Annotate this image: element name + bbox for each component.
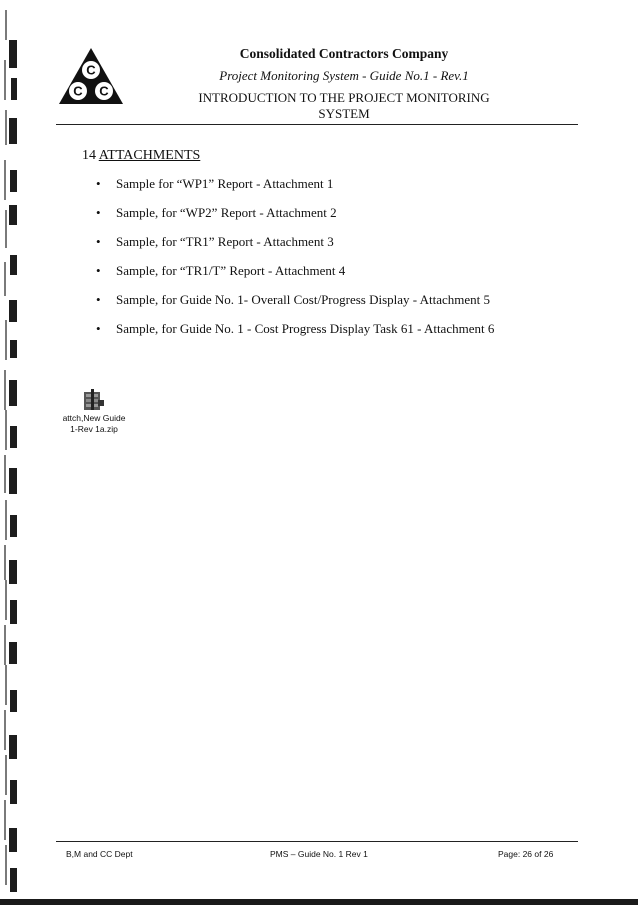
attachment-text: Sample, for Guide No. 1 - Cost Progress Display Task 61 - Attachment 6: [116, 321, 495, 336]
document-title: [145, 90, 543, 122]
list-item: [96, 321, 494, 350]
document-title-line-2: SYSTEM: [318, 106, 370, 121]
attachment-text: Sample, for “TR1/T” Report - Attachment 4: [116, 263, 346, 278]
section-heading: [82, 148, 200, 164]
guide-line: Project Monitoring System - Guide No.1 - Rev.1: [219, 68, 469, 83]
footer-rule: [56, 841, 578, 842]
attachment-text: Sample, for Guide No. 1- Overall Cost/Progress Display - Attachment 5: [116, 292, 491, 307]
document-title-line-1: INTRODUCTION TO THE PROJECT MONITORING: [198, 90, 490, 105]
bullet-icon: •: [96, 176, 101, 191]
embedded-file-name-line-1: attch,New Guide: [62, 413, 126, 423]
footer-department: B,M and CC Dept: [66, 849, 133, 859]
bullet-icon: •: [96, 321, 101, 336]
binding-strip: [0, 0, 26, 905]
footer-page-number: Page: 26 of 26: [498, 849, 554, 859]
attachment-text: Sample, for “TR1” Report - Attachment 3: [116, 234, 334, 249]
section-title: ATTACHMENTS: [98, 148, 201, 163]
attachment-list: [96, 176, 494, 350]
list-item: [96, 205, 494, 234]
svg-text:C: C: [99, 83, 109, 99]
header-rule: [56, 124, 578, 125]
company-name: Consolidated Contractors Company: [239, 46, 449, 61]
bullet-icon: •: [96, 234, 101, 249]
svg-text:C: C: [73, 83, 83, 99]
zip-archive-icon[interactable]: [80, 388, 106, 412]
page-bottom-edge: [0, 899, 638, 905]
bullet-icon: •: [96, 263, 101, 278]
bullet-icon: •: [96, 292, 101, 307]
svg-text:C: C: [86, 62, 96, 78]
section-number: 14: [82, 148, 96, 163]
footer-guide-reference: PMS – Guide No. 1 Rev 1: [270, 849, 368, 859]
list-item: [96, 176, 494, 205]
bullet-icon: •: [96, 205, 101, 220]
list-item: [96, 234, 494, 263]
list-item: [96, 263, 494, 292]
attachment-text: Sample for “WP1” Report - Attachment 1: [116, 176, 334, 191]
ccc-triangle-logo-icon: [57, 46, 125, 106]
attachment-text: Sample, for “WP2” Report - Attachment 2: [116, 205, 337, 220]
embedded-file-label[interactable]: [60, 413, 128, 435]
list-item: [96, 292, 494, 321]
embedded-file-name-line-2: 1-Rev 1a.zip: [70, 424, 118, 434]
